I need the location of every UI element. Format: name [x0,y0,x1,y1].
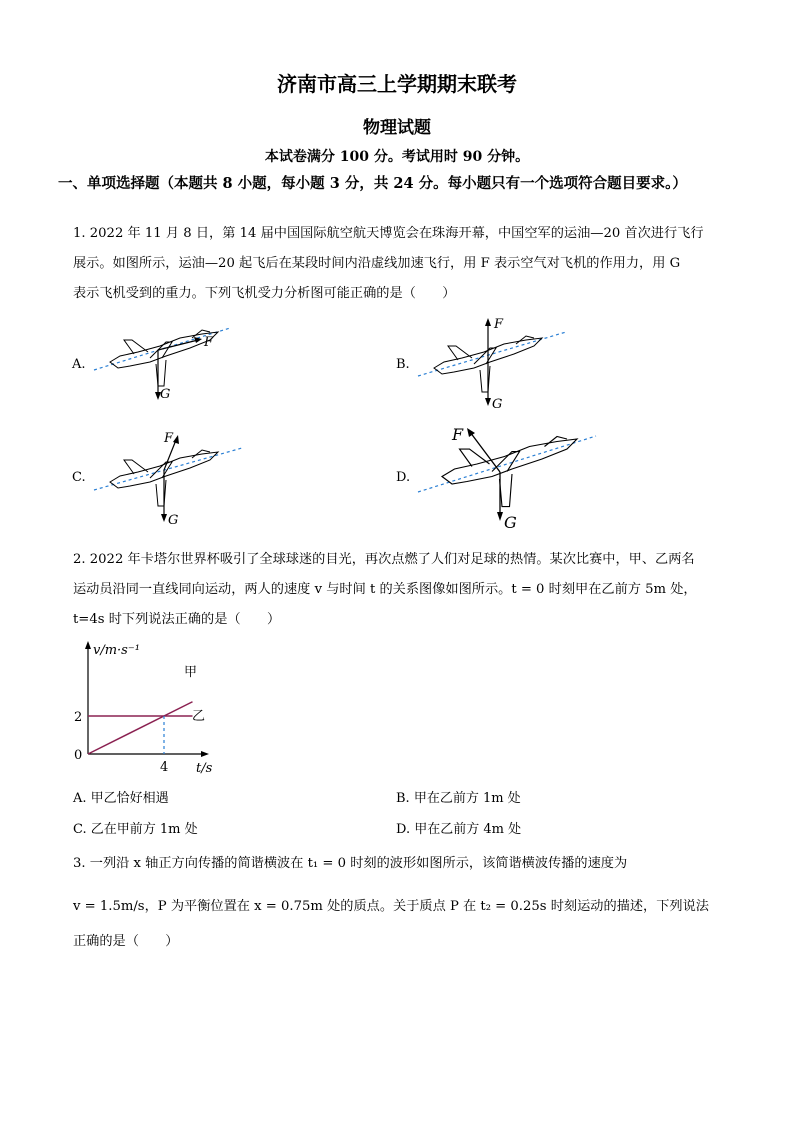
q2-line-3: t=4s 时下列说法正确的是（ ） [73,612,281,627]
q1-d-gravity-label: G [504,513,517,532]
document-title: 济南市高三上学期期末联考 [277,72,517,96]
q1-b-gravity-label: G [492,397,503,412]
y-axis-label: v/m·s⁻¹ [93,643,140,658]
origin-label: 0 [74,748,83,763]
q2-line-1: 2. 2022 年卡塔尔世界杯吸引了全球球迷的目光，再次点燃了人们对足球的热情。某次比赛中，甲、乙两名 [73,552,695,567]
q1-line-2: 展示。如图所示，运油—20 起飞后在某段时间内沿虚线加速飞行，用 F 表示空气对飞机的作用力，用 G [73,256,681,271]
q1-d-force-label: F [452,425,464,444]
q1-option-b-diagram [414,312,574,414]
q1-option-a-label: A. [72,357,86,372]
q1-option-b-label: B. [396,357,410,372]
q3-line-1: 3. 一列沿 x 轴正方向传播的简谐横波在 t₁ = 0 时刻的波形如图所示，该简谐横波传播的速度为 [73,856,628,871]
q2-option-d: D. 甲在乙前方 4m 处 [396,822,522,837]
y-tick-2: 2 [74,710,83,725]
q1-a-gravity-label: G [160,387,171,402]
q2-line-2: 运动员沿同一直线同向运动，两人的速度 v 与时间 t 的关系图像如图所示。t = 0 时刻甲在乙前方 5m 处， [73,582,697,597]
q1-b-force-label: F [494,317,504,332]
subject-title: 物理试题 [363,118,431,138]
q1-line-1: 1. 2022 年 11 月 8 日，第 14 届中国国际航空航天博览会在珠海开幕，中国空军的运油—20 首次进行飞行 [73,226,704,241]
q1-option-a-diagram [90,318,240,408]
series-yi-label: 乙 [192,709,206,724]
q1-option-c-label: C. [72,470,86,485]
x-axis-label: t/s [196,761,213,776]
series-jia-label: 甲 [184,665,198,680]
y-axis-arrow [85,641,91,649]
q1-a-force-label: F [204,335,214,350]
q1-c-force-label: F [164,431,174,446]
q3-line-3: 正确的是（ ） [73,934,179,949]
q2-vt-graph [68,638,238,776]
exam-info: 本试卷满分 100 分。考试用时 90 分钟。 [264,149,530,165]
q2-option-c: C. 乙在甲前方 1m 处 [73,822,198,837]
x-axis-arrow [201,751,209,757]
series-jia-line [88,702,193,754]
x-tick-4: 4 [160,760,169,775]
q3-line-2: v = 1.5m/s，P 为平衡位置在 x = 0.75m 处的质点。关于质点 P 在 t₂ = 0.25s 时刻运动的描述，下列说法 [73,899,709,914]
q2-option-a: A. 甲乙恰好相遇 [73,791,169,806]
q1-line-3: 表示飞机受到的重力。下列飞机受力分析图可能正确的是（ ） [73,286,456,301]
q1-c-gravity-label: G [168,513,179,528]
q1-option-c-diagram [90,424,250,530]
q1-option-d-label: D. [396,470,411,485]
q1-option-d-diagram [414,420,604,532]
section-heading: 一、单项选择题（本题共 8 小题，每小题 3 分，共 24 分。每小题只有一个选项符合题目要求。） [58,175,687,192]
q2-option-b: B. 甲在乙前方 1m 处 [396,791,521,806]
